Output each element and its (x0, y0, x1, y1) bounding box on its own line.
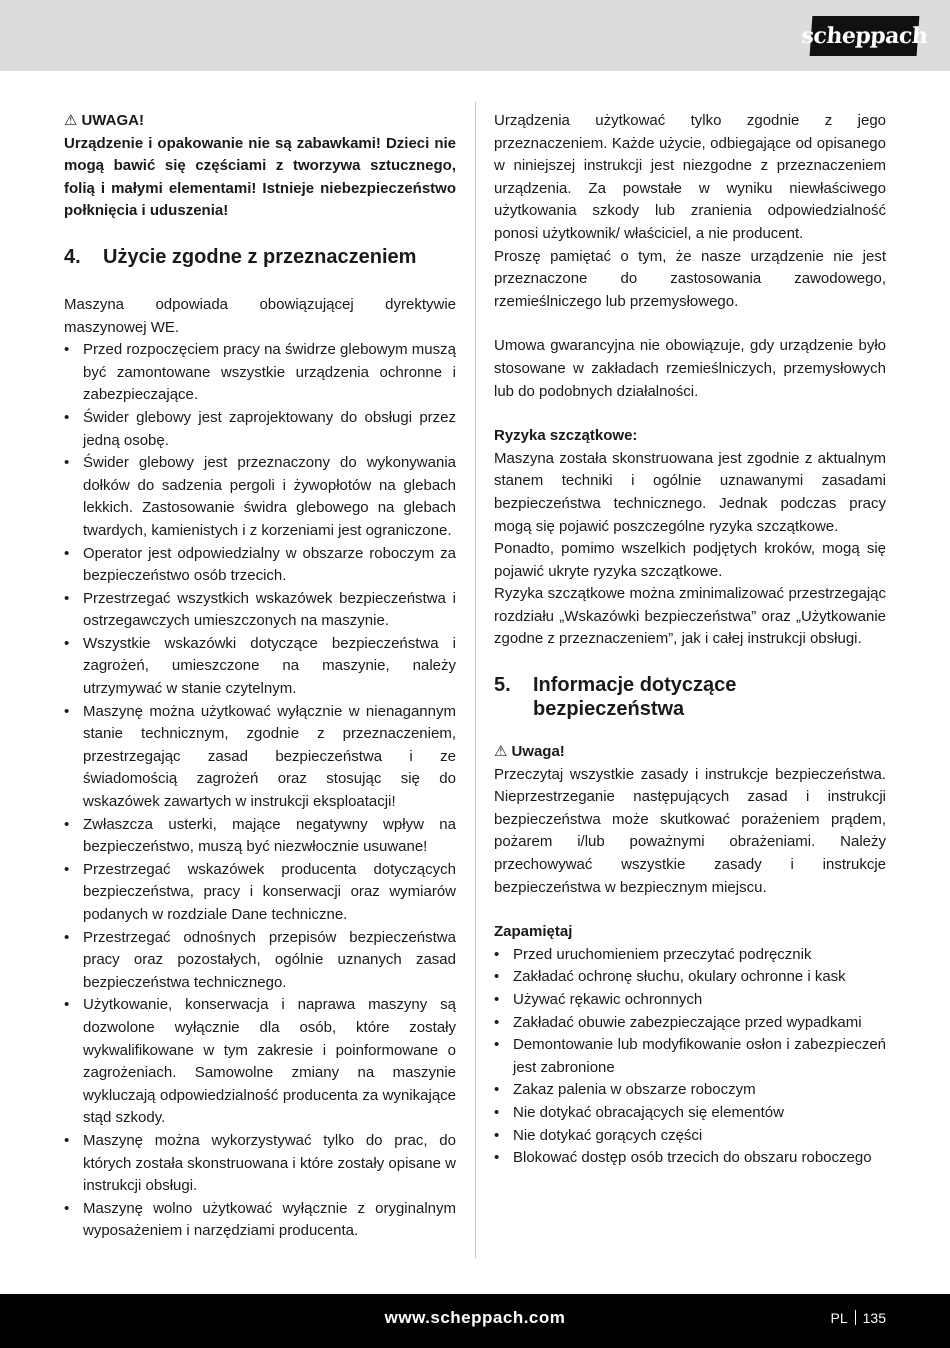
column-divider (475, 102, 476, 1258)
page-separator (855, 1310, 856, 1325)
page-indicator (831, 1310, 886, 1326)
left-column (64, 110, 456, 1243)
remember-list (494, 944, 886, 1170)
intended-use-para-1: Urządzenia użytkować tylko zgodnie z jego przeznaczeniem. Każde użycie, odbiegające od opisanego w niniejszej instrukcji jest niezgodne z przeznaczeniem urządzenia. Za powstałe w wyniku niewłaściwego użytkowania szkody lub zranienia odpowiedzialność ponosi użytkownik/ właściciel, a nie producent. (494, 112, 886, 242)
list-item: • Maszynę można użytkować wyłącznie w nienagannym stanie technicznym, zgodnie z przeznaczeniem, przestrzegając zasad bezpieczeństwa i ze świadomością zagrożeń oraz stosując się do wskazówek zawartych w instrukcji eksploatacji! (64, 701, 456, 814)
section-number: 5. (494, 674, 511, 697)
list-item: • Świder glebowy jest zaprojektowany do obsługi przez jedną osobę. (64, 407, 456, 452)
warning-text: Urządzenie i opakowanie nie są zabawkami! Dzieci nie mogą bawić się częściami z tworzywa sztucznego, folią i małymi elementami! Istnieje niebezpieczeństwo połknięcia i uduszenia! (64, 134, 456, 220)
page-number: 135 (862, 1310, 886, 1326)
warning-heading (64, 110, 456, 133)
list-item: • Blokować dostęp osób trzecich do obszaru roboczego (494, 1147, 886, 1170)
residual-risks-title: Ryzyka szczątkowe: (494, 427, 638, 445)
list-item: • Maszynę można wykorzystywać tylko do prac, do których została skonstruowana i które zostały opisane w instrukcji obsługi. (64, 1130, 456, 1198)
footer-url: www.scheppach.com (384, 1308, 566, 1327)
language-code: PL (830, 1310, 848, 1326)
list-item: • Użytkowanie, konserwacja i naprawa maszyny są dozwolone wyłącznie dla osób, które zostały wykwalifikowane w tym zakresie i poinformowane o zagrożeniach. Samowolne zmiany na maszynie wykluczają odpowiedzialność producenta za wynikające stąd szkody. (64, 994, 456, 1130)
section-number: 4. (64, 245, 81, 268)
warranty-para: Umowa gwarancyjna nie obowiązuje, gdy urządzenie było stosowane w zakładach rzemieślniczych, przemysłowych lub do podobnych działalności. (494, 337, 886, 400)
list-item: • Przestrzegać wszystkich wskazówek bezpieczeństwa i ostrzegawczych umieszczonych na maszynie. (64, 588, 456, 633)
list-item: • Demontowanie lub modyfikowanie osłon i zabezpieczeń jest zabronione (494, 1034, 886, 1079)
list-item: • Przed uruchomieniem przeczytać podręcznik (494, 944, 886, 967)
residual-risks-para-3: Ryzyka szczątkowe można zminimalizować przestrzegając rozdziału „Wskazówki bezpieczeństwa” oraz „Użytkowanie zgodne z przeznaczeniem”, jak i całej instrukcji obsługi. (494, 585, 886, 648)
section-4-heading (64, 245, 456, 269)
list-item: • Zwłaszcza usterki, mające negatywny wpływ na bezpieczeństwo, muszą być niezwłocznie usuwane! (64, 814, 456, 859)
section-title: Informacje dotyczące bezpieczeństwa (533, 674, 737, 721)
list-item: • Zakładać ochronę słuchu, okulary ochronne i kask (494, 966, 886, 989)
list-item: • Świder glebowy jest przeznaczony do wykonywania dołków do sadzenia pergoli i żywopłotów na glebach lekkich. Zastosowanie świdra glebowego na glebach twardych, kamienistych i z korzeniami jest ograniczone. (64, 452, 456, 542)
list-item: • Przestrzegać wskazówek producenta dotyczących bezpieczeństwa, pracy i konserwacji oraz wymiarów podanych w rozdziale Dane techniczne. (64, 859, 456, 927)
residual-risks-para-2: Ponadto, pomimo wszelkich podjętych kroków, mogą się pojawić ukryte ryzyka szczątkowe. (494, 540, 886, 580)
list-item: • Zakaz palenia w obszarze roboczym (494, 1079, 886, 1102)
list-item: • Przestrzegać odnośnych przepisów bezpieczeństwa pracy oraz pozostałych, ogólnie uznanych zasad bezpieczeństwa technicznego. (64, 927, 456, 995)
brand-logo: scheppach (810, 16, 920, 56)
attention-text: Przeczytaj wszystkie zasady i instrukcje bezpieczeństwa. Nieprzestrzeganie następujących zasad i instrukcji bezpieczeństwa może skutkować porażeniem prądem, pożarem i/lub poważnymi obrażeniami. Należy przechowywać wszystkie zasady i instrukcje bezpieczeństwa w bezpiecznym miejscu. (494, 765, 886, 896)
attention-title: Uwaga! (511, 743, 565, 761)
list-item: • Operator jest odpowiedzialny w obszarze roboczym za bezpieczeństwo osób trzecich. (64, 543, 456, 588)
list-item: • Nie dotykać gorących części (494, 1125, 886, 1148)
intended-use-list (64, 339, 456, 1243)
intended-use-intro: Maszyna odpowiada obowiązującej dyrektywie maszynowej WE. (64, 295, 456, 336)
list-item: • Przed rozpoczęciem pracy na świdrze glebowym muszą być zamontowane wszystkie urządzenia ochronne i zabezpieczające. (64, 339, 456, 407)
warning-triangle-icon: ⚠ (64, 112, 78, 129)
list-item: • Wszystkie wskazówki dotyczące bezpieczeństwa i zagrożeń, umieszczone na maszynie, należy utrzymywać w stanie czytelnym. (64, 633, 456, 701)
remember-title: Zapamiętaj (494, 923, 573, 941)
warning-triangle-icon: ⚠ (494, 743, 508, 761)
attention-heading (494, 741, 886, 764)
section-title: Użycie zgodne z przeznaczeniem (103, 245, 417, 268)
residual-risks-para-1: Maszyna została skonstruowana jest zgodnie z aktualnym stanem techniki i ogólnie uznawanymi zasadami bezpieczeństwa technicznego. Jednak podczas pracy mogą się pojawić poszczególne ryzyka szczątkowe. (494, 449, 886, 535)
list-item: • Zakładać obuwie zabezpieczające przed wypadkami (494, 1012, 886, 1035)
intended-use-para-2: Proszę pamiętać o tym, że nasze urządzenie nie jest przeznaczone do zastosowania zawodowego, rzemieślniczego lub przemysłowego. (494, 247, 886, 310)
right-column (494, 110, 886, 1170)
list-item: • Maszynę wolno użytkować wyłącznie z oryginalnym wyposażeniem i narzędziami producenta. (64, 1198, 456, 1243)
list-item: • Nie dotykać obracających się elementów (494, 1102, 886, 1125)
warning-title: UWAGA! (81, 112, 144, 129)
section-5-heading (494, 673, 886, 721)
list-item: • Używać rękawic ochronnych (494, 989, 886, 1012)
